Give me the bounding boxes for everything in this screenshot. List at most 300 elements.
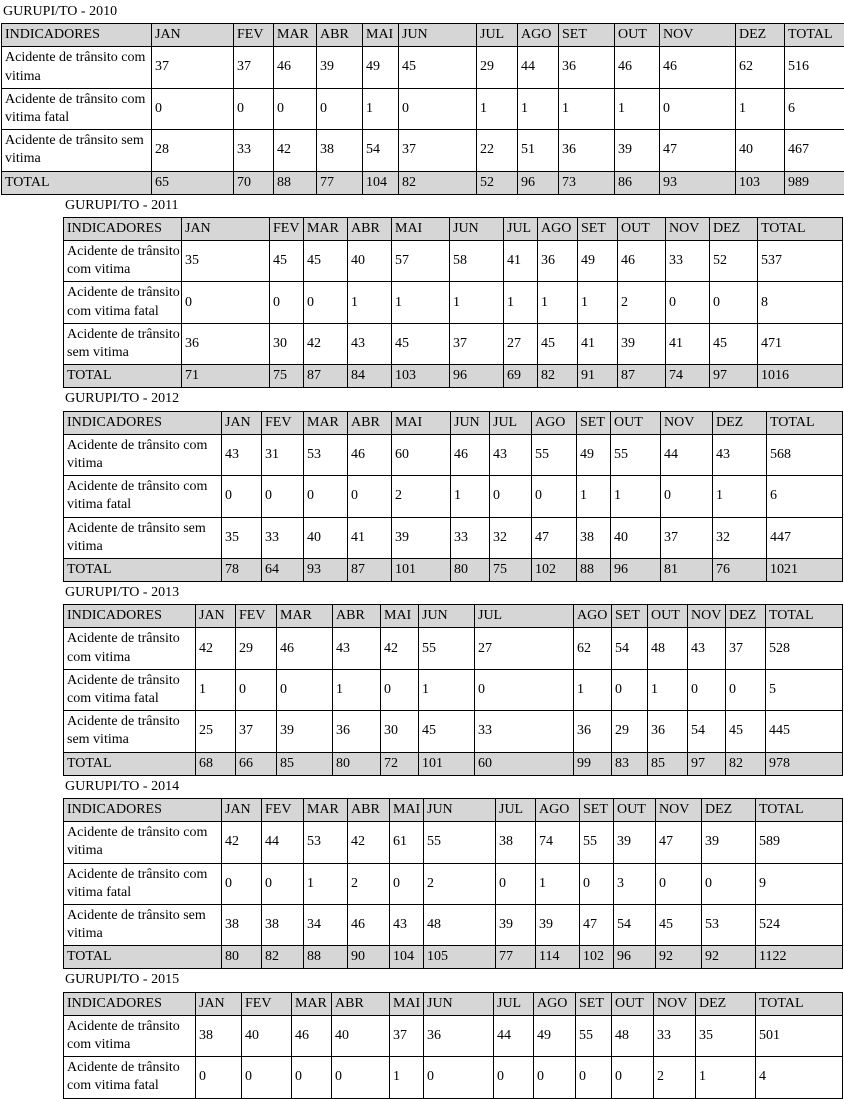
- value-cell: 589: [756, 822, 843, 863]
- value-cell: 55: [424, 822, 496, 863]
- row-label: Acidente de trânsito com vitima: [64, 434, 222, 475]
- column-header-fev: FEV: [262, 798, 304, 821]
- value-cell: 36: [559, 130, 615, 171]
- value-cell: 85: [648, 752, 688, 775]
- header-row: [64, 798, 843, 821]
- value-cell: 40: [242, 1015, 292, 1056]
- value-cell: 76: [713, 558, 767, 581]
- value-cell: 49: [534, 1015, 576, 1056]
- value-cell: 45: [419, 711, 475, 752]
- value-cell: 96: [450, 365, 504, 388]
- value-cell: 39: [536, 904, 580, 945]
- value-cell: 0: [726, 669, 766, 710]
- value-cell: 114: [536, 946, 580, 969]
- column-header-mar: MAR: [304, 411, 348, 434]
- value-cell: 88: [304, 946, 348, 969]
- column-header-indicadores: INDICADORES: [64, 411, 222, 434]
- value-cell: 0: [666, 282, 710, 323]
- value-cell: 36: [648, 711, 688, 752]
- column-header-set: SET: [559, 24, 615, 47]
- column-header-indicadores: INDICADORES: [64, 605, 196, 628]
- value-cell: 0: [317, 88, 363, 129]
- column-header-mar: MAR: [274, 24, 317, 47]
- table-block-2015: [63, 970, 844, 1098]
- value-cell: 75: [490, 558, 532, 581]
- value-cell: 0: [475, 669, 574, 710]
- indicator-row: [64, 434, 843, 475]
- column-header-jan: JAN: [152, 24, 234, 47]
- value-cell: 86: [615, 171, 660, 194]
- value-cell: 84: [348, 365, 392, 388]
- value-cell: 54: [363, 130, 399, 171]
- value-cell: 38: [262, 904, 304, 945]
- column-header-total: TOTAL: [758, 217, 843, 240]
- value-cell: 37: [390, 1015, 424, 1056]
- column-header-mar: MAR: [277, 605, 333, 628]
- value-cell: 0: [381, 669, 419, 710]
- value-cell: 72: [381, 752, 419, 775]
- value-cell: 1: [390, 1057, 424, 1098]
- table-title: GURUPI/TO - 2015: [63, 970, 844, 991]
- row-label: Acidente de trânsito com vitima fatal: [64, 476, 222, 517]
- table-title: GURUPI/TO - 2010: [1, 2, 844, 23]
- column-header-indicadores: INDICADORES: [2, 24, 152, 47]
- row-label: TOTAL: [64, 946, 222, 969]
- column-header-mai: MAI: [390, 798, 424, 821]
- value-cell: 88: [577, 558, 611, 581]
- value-cell: 42: [222, 822, 262, 863]
- value-cell: 55: [611, 434, 661, 475]
- value-cell: 0: [534, 1057, 576, 1098]
- column-header-ago: AGO: [532, 411, 577, 434]
- value-cell: 1: [392, 282, 450, 323]
- value-cell: 45: [726, 711, 766, 752]
- column-header-fev: FEV: [242, 992, 292, 1015]
- value-cell: 2: [618, 282, 666, 323]
- value-cell: 0: [348, 476, 392, 517]
- value-cell: 37: [661, 517, 713, 558]
- value-cell: 36: [424, 1015, 494, 1056]
- value-cell: 0: [274, 88, 317, 129]
- value-cell: 33: [262, 517, 304, 558]
- value-cell: 62: [736, 47, 785, 88]
- total-row: [64, 752, 843, 775]
- value-cell: 43: [490, 434, 532, 475]
- value-cell: 29: [477, 47, 518, 88]
- row-label: Acidente de trânsito com vitima fatal: [2, 88, 152, 129]
- column-header-mar: MAR: [304, 798, 348, 821]
- value-cell: 1: [611, 476, 661, 517]
- value-cell: 104: [363, 171, 399, 194]
- column-header-nov: NOV: [660, 24, 736, 47]
- value-cell: 88: [274, 171, 317, 194]
- value-cell: 37: [234, 47, 274, 88]
- indicator-row: [64, 711, 843, 752]
- column-header-total: TOTAL: [785, 24, 844, 47]
- column-header-out: OUT: [611, 411, 661, 434]
- indicator-row: [64, 669, 843, 710]
- value-cell: 101: [392, 558, 451, 581]
- value-cell: 39: [277, 711, 333, 752]
- value-cell: 0: [242, 1057, 292, 1098]
- value-cell: 39: [702, 822, 756, 863]
- column-header-dez: DEZ: [710, 217, 758, 240]
- row-label: Acidente de trânsito com vitima fatal: [64, 669, 196, 710]
- table-title: GURUPI/TO - 2012: [63, 389, 844, 410]
- indicator-row: [64, 822, 843, 863]
- accidents-table-2013: [63, 604, 843, 776]
- value-cell: 80: [451, 558, 490, 581]
- value-cell: 1: [196, 669, 236, 710]
- column-header-fev: FEV: [270, 217, 304, 240]
- value-cell: 1: [696, 1057, 756, 1098]
- column-header-jan: JAN: [182, 217, 270, 240]
- value-cell: 87: [618, 365, 666, 388]
- value-cell: 0: [656, 863, 702, 904]
- column-header-nov: NOV: [656, 798, 702, 821]
- value-cell: 91: [578, 365, 618, 388]
- value-cell: 36: [574, 711, 612, 752]
- indicator-row: [64, 863, 843, 904]
- value-cell: 77: [317, 171, 363, 194]
- value-cell: 2: [392, 476, 451, 517]
- row-label: TOTAL: [64, 365, 182, 388]
- column-header-jul: JUL: [475, 605, 574, 628]
- value-cell: 37: [450, 323, 504, 364]
- value-cell: 0: [277, 669, 333, 710]
- column-header-mai: MAI: [363, 24, 399, 47]
- value-cell: 54: [612, 628, 648, 669]
- column-header-jul: JUL: [490, 411, 532, 434]
- value-cell: 0: [532, 476, 577, 517]
- column-header-mar: MAR: [304, 217, 348, 240]
- value-cell: 81: [661, 558, 713, 581]
- value-cell: 70: [234, 171, 274, 194]
- value-cell: 29: [612, 711, 648, 752]
- value-cell: 0: [496, 863, 536, 904]
- value-cell: 53: [304, 434, 348, 475]
- value-cell: 48: [424, 904, 496, 945]
- column-header-jan: JAN: [196, 605, 236, 628]
- value-cell: 45: [656, 904, 702, 945]
- row-label: TOTAL: [2, 171, 152, 194]
- value-cell: 2: [654, 1057, 696, 1098]
- value-cell: 55: [532, 434, 577, 475]
- value-cell: 467: [785, 130, 844, 171]
- column-header-jun: JUN: [399, 24, 477, 47]
- row-label: Acidente de trânsito sem vitima: [64, 323, 182, 364]
- value-cell: 36: [182, 323, 270, 364]
- value-cell: 0: [490, 476, 532, 517]
- value-cell: 989: [785, 171, 844, 194]
- value-cell: 32: [490, 517, 532, 558]
- value-cell: 501: [756, 1015, 843, 1056]
- value-cell: 1: [577, 476, 611, 517]
- value-cell: 49: [363, 47, 399, 88]
- column-header-mai: MAI: [381, 605, 419, 628]
- value-cell: 1: [451, 476, 490, 517]
- value-cell: 28: [152, 130, 234, 171]
- value-cell: 82: [726, 752, 766, 775]
- value-cell: 39: [392, 517, 451, 558]
- value-cell: 516: [785, 47, 844, 88]
- value-cell: 60: [475, 752, 574, 775]
- value-cell: 33: [666, 241, 710, 282]
- column-header-dez: DEZ: [696, 992, 756, 1015]
- indicator-row: [64, 1057, 843, 1098]
- value-cell: 33: [451, 517, 490, 558]
- value-cell: 54: [688, 711, 726, 752]
- indicator-row: [2, 47, 844, 88]
- value-cell: 38: [222, 904, 262, 945]
- value-cell: 25: [196, 711, 236, 752]
- column-header-total: TOTAL: [766, 605, 843, 628]
- value-cell: 1: [304, 863, 348, 904]
- value-cell: 1: [450, 282, 504, 323]
- value-cell: 43: [222, 434, 262, 475]
- value-cell: 36: [333, 711, 381, 752]
- value-cell: 445: [766, 711, 843, 752]
- value-cell: 42: [196, 628, 236, 669]
- column-header-out: OUT: [612, 992, 654, 1015]
- value-cell: 0: [702, 863, 756, 904]
- row-label: TOTAL: [64, 558, 222, 581]
- value-cell: 45: [710, 323, 758, 364]
- row-label: Acidente de trânsito com vitima fatal: [64, 282, 182, 323]
- column-header-jun: JUN: [424, 798, 496, 821]
- value-cell: 38: [577, 517, 611, 558]
- column-header-jan: JAN: [196, 992, 242, 1015]
- value-cell: 33: [234, 130, 274, 171]
- value-cell: 43: [348, 323, 392, 364]
- column-header-dez: DEZ: [702, 798, 756, 821]
- value-cell: 93: [660, 171, 736, 194]
- value-cell: 32: [713, 517, 767, 558]
- value-cell: 55: [576, 1015, 612, 1056]
- value-cell: 0: [304, 282, 348, 323]
- value-cell: 33: [654, 1015, 696, 1056]
- table-title: GURUPI/TO - 2011: [63, 196, 844, 217]
- value-cell: 31: [262, 434, 304, 475]
- total-row: [64, 365, 843, 388]
- value-cell: 68: [196, 752, 236, 775]
- value-cell: 0: [424, 1057, 494, 1098]
- value-cell: 40: [611, 517, 661, 558]
- value-cell: 49: [577, 434, 611, 475]
- value-cell: 97: [710, 365, 758, 388]
- value-cell: 0: [182, 282, 270, 323]
- value-cell: 48: [648, 628, 688, 669]
- value-cell: 85: [277, 752, 333, 775]
- row-label: Acidente de trânsito com vitima fatal: [64, 863, 222, 904]
- column-header-fev: FEV: [262, 411, 304, 434]
- value-cell: 0: [152, 88, 234, 129]
- value-cell: 55: [580, 822, 614, 863]
- value-cell: 60: [392, 434, 451, 475]
- indicator-row: [64, 241, 843, 282]
- value-cell: 39: [614, 822, 656, 863]
- value-cell: 36: [559, 47, 615, 88]
- value-cell: 92: [702, 946, 756, 969]
- column-header-jun: JUN: [450, 217, 504, 240]
- column-header-set: SET: [578, 217, 618, 240]
- value-cell: 99: [574, 752, 612, 775]
- value-cell: 39: [317, 47, 363, 88]
- accidents-table-2015: [63, 992, 843, 1099]
- value-cell: 0: [399, 88, 477, 129]
- total-row: [64, 946, 843, 969]
- value-cell: 1: [538, 282, 578, 323]
- value-cell: 46: [618, 241, 666, 282]
- table-title: GURUPI/TO - 2014: [63, 777, 844, 798]
- row-label: Acidente de trânsito com vitima fatal: [64, 1057, 196, 1098]
- value-cell: 1: [559, 88, 615, 129]
- value-cell: 0: [222, 476, 262, 517]
- value-cell: 6: [785, 88, 844, 129]
- total-row: [2, 171, 844, 194]
- column-header-abr: ABR: [333, 605, 381, 628]
- value-cell: 47: [660, 130, 736, 171]
- value-cell: 34: [304, 904, 348, 945]
- value-cell: 1016: [758, 365, 843, 388]
- value-cell: 105: [424, 946, 496, 969]
- value-cell: 1: [615, 88, 660, 129]
- table-title: GURUPI/TO - 2013: [63, 583, 844, 604]
- value-cell: 87: [304, 365, 348, 388]
- column-header-fev: FEV: [234, 24, 274, 47]
- value-cell: 73: [559, 171, 615, 194]
- value-cell: 103: [392, 365, 450, 388]
- value-cell: 1122: [756, 946, 843, 969]
- value-cell: 0: [236, 669, 277, 710]
- row-label: Acidente de trânsito com vitima: [2, 47, 152, 88]
- value-cell: 69: [504, 365, 538, 388]
- value-cell: 35: [182, 241, 270, 282]
- value-cell: 1: [348, 282, 392, 323]
- column-header-jun: JUN: [419, 605, 475, 628]
- value-cell: 1: [504, 282, 538, 323]
- value-cell: 40: [304, 517, 348, 558]
- value-cell: 0: [710, 282, 758, 323]
- column-header-mai: MAI: [390, 992, 424, 1015]
- value-cell: 0: [292, 1057, 332, 1098]
- value-cell: 96: [611, 558, 661, 581]
- value-cell: 65: [152, 171, 234, 194]
- value-cell: 80: [222, 946, 262, 969]
- value-cell: 40: [348, 241, 392, 282]
- value-cell: 45: [392, 323, 450, 364]
- value-cell: 1: [518, 88, 559, 129]
- row-label: Acidente de trânsito sem vitima: [64, 904, 222, 945]
- value-cell: 1: [477, 88, 518, 129]
- column-header-mar: MAR: [292, 992, 332, 1015]
- value-cell: 46: [451, 434, 490, 475]
- column-header-out: OUT: [614, 798, 656, 821]
- value-cell: 22: [477, 130, 518, 171]
- value-cell: 29: [236, 628, 277, 669]
- value-cell: 43: [688, 628, 726, 669]
- value-cell: 0: [576, 1057, 612, 1098]
- column-header-abr: ABR: [348, 411, 392, 434]
- column-header-indicadores: INDICADORES: [64, 217, 182, 240]
- value-cell: 0: [612, 669, 648, 710]
- column-header-jun: JUN: [451, 411, 490, 434]
- value-cell: 101: [419, 752, 475, 775]
- column-header-fev: FEV: [236, 605, 277, 628]
- value-cell: 37: [399, 130, 477, 171]
- value-cell: 102: [580, 946, 614, 969]
- value-cell: 471: [758, 323, 843, 364]
- column-header-ago: AGO: [538, 217, 578, 240]
- value-cell: 46: [348, 434, 392, 475]
- table-block-2013: [63, 583, 844, 776]
- accidents-table-2011: [63, 217, 843, 389]
- column-header-abr: ABR: [348, 217, 392, 240]
- column-header-set: SET: [612, 605, 648, 628]
- table-block-2010: [1, 2, 844, 195]
- indicator-row: [64, 323, 843, 364]
- value-cell: 41: [504, 241, 538, 282]
- value-cell: 52: [477, 171, 518, 194]
- value-cell: 61: [390, 822, 424, 863]
- value-cell: 35: [222, 517, 262, 558]
- column-header-ago: AGO: [518, 24, 559, 47]
- value-cell: 37: [726, 628, 766, 669]
- value-cell: 528: [766, 628, 843, 669]
- value-cell: 0: [262, 476, 304, 517]
- total-row: [64, 558, 843, 581]
- row-label: Acidente de trânsito sem vitima: [64, 517, 222, 558]
- value-cell: 0: [332, 1057, 390, 1098]
- value-cell: 0: [494, 1057, 534, 1098]
- value-cell: 46: [292, 1015, 332, 1056]
- column-header-ago: AGO: [574, 605, 612, 628]
- value-cell: 102: [532, 558, 577, 581]
- row-label: Acidente de trânsito com vitima: [64, 822, 222, 863]
- column-header-jan: JAN: [222, 411, 262, 434]
- value-cell: 44: [661, 434, 713, 475]
- column-header-jul: JUL: [494, 992, 534, 1015]
- value-cell: 42: [381, 628, 419, 669]
- value-cell: 39: [496, 904, 536, 945]
- column-header-dez: DEZ: [726, 605, 766, 628]
- value-cell: 74: [666, 365, 710, 388]
- value-cell: 1: [578, 282, 618, 323]
- value-cell: 46: [277, 628, 333, 669]
- value-cell: 40: [332, 1015, 390, 1056]
- value-cell: 1: [419, 669, 475, 710]
- value-cell: 0: [612, 1057, 654, 1098]
- row-label: Acidente de trânsito com vitima: [64, 628, 196, 669]
- value-cell: 37: [152, 47, 234, 88]
- value-cell: 46: [274, 47, 317, 88]
- value-cell: 45: [399, 47, 477, 88]
- value-cell: 42: [274, 130, 317, 171]
- column-header-total: TOTAL: [767, 411, 843, 434]
- value-cell: 27: [475, 628, 574, 669]
- value-cell: 43: [333, 628, 381, 669]
- value-cell: 82: [399, 171, 477, 194]
- value-cell: 40: [736, 130, 785, 171]
- column-header-mai: MAI: [392, 217, 450, 240]
- column-header-jul: JUL: [496, 798, 536, 821]
- value-cell: 1021: [767, 558, 843, 581]
- column-header-total: TOTAL: [756, 992, 843, 1015]
- value-cell: 45: [304, 241, 348, 282]
- value-cell: 47: [656, 822, 702, 863]
- value-cell: 64: [262, 558, 304, 581]
- value-cell: 38: [196, 1015, 242, 1056]
